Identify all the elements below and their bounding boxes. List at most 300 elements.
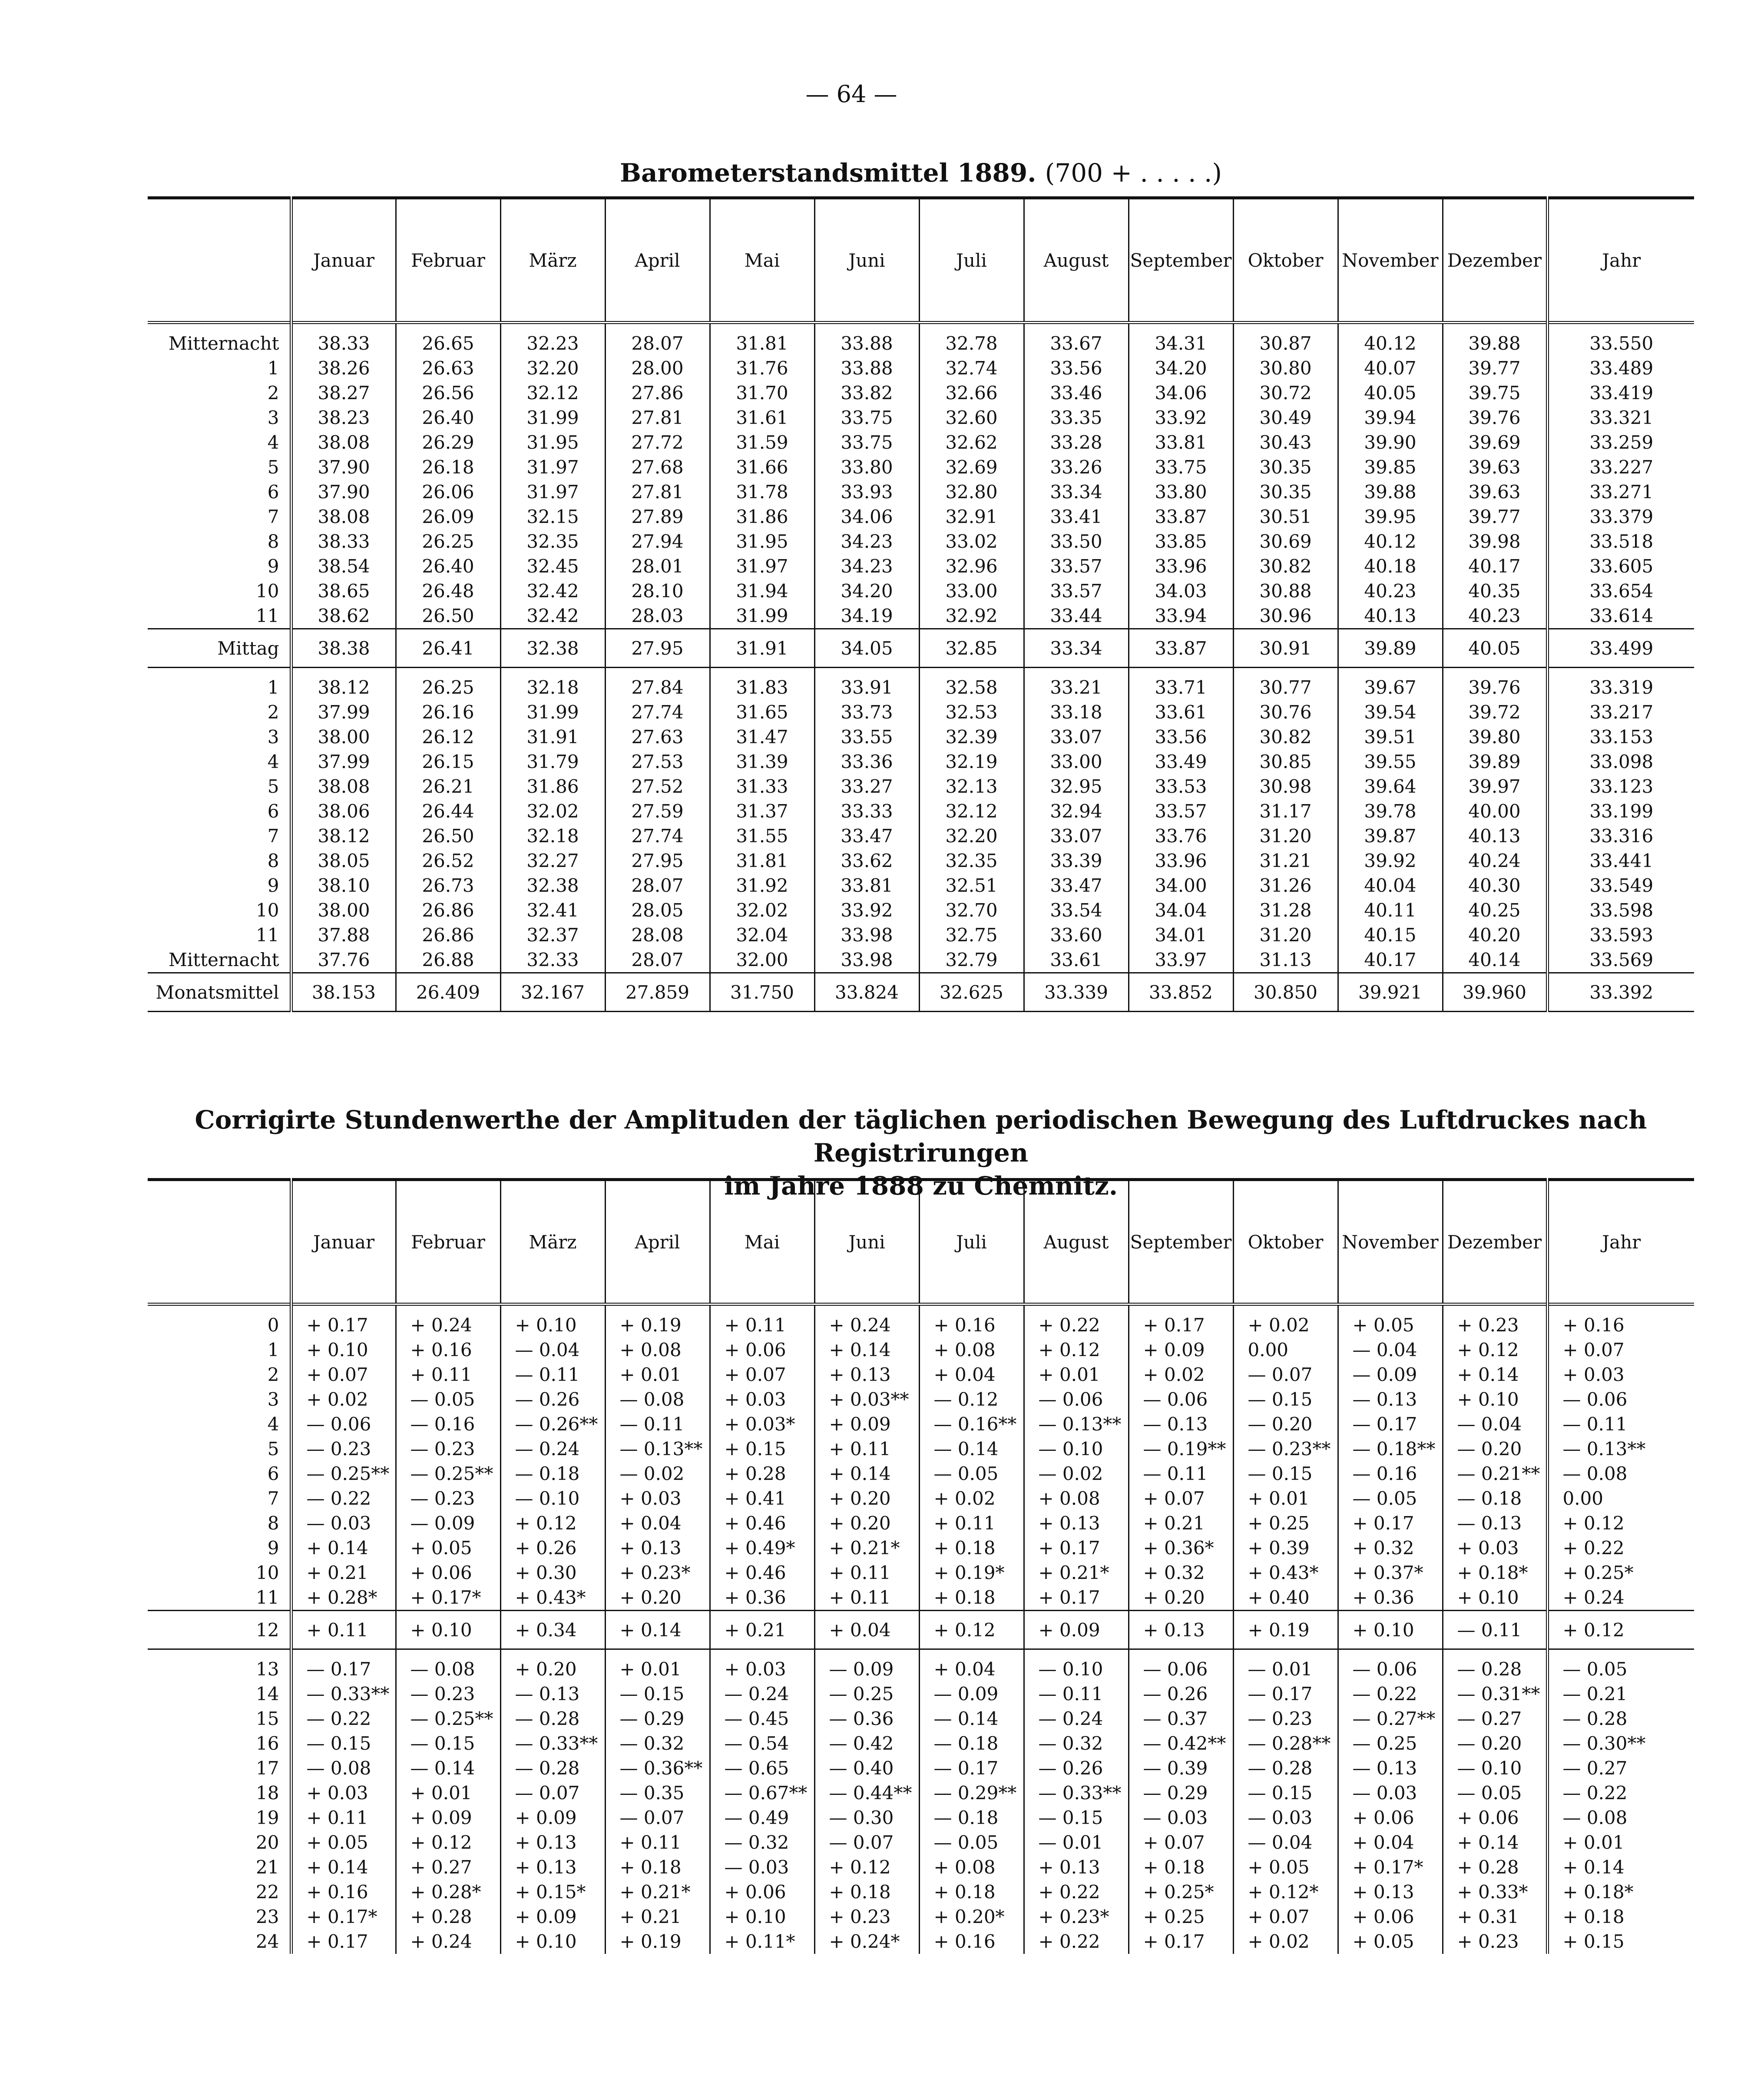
table-cell: 34.23 [814,529,919,554]
table-cell: + 0.21 [605,1904,710,1929]
table-row [148,529,1694,554]
page-number: — 64 — [805,80,897,108]
table-cell: 32.58 [919,668,1024,700]
table-cell: 39.921 [1338,973,1443,1012]
row-label: 6 [267,1463,279,1484]
table-cell: — 0.39 [1129,1756,1233,1781]
table-cell: — 0.37 [1129,1706,1233,1731]
table-cell: + 0.09 [396,1805,500,1830]
table-cell: + 0.03** [814,1387,919,1412]
table-cell: — 0.08 [1547,1461,1694,1486]
row-label: 1 [267,357,279,379]
table-cell: + 0.03* [710,1412,814,1437]
row-label: 7 [267,825,279,847]
table-row [148,1756,1694,1781]
table-row [148,1904,1694,1929]
table-cell: 38.12 [291,824,396,848]
table-cell: + 0.15 [1547,1929,1694,1954]
table-cell: — 0.23 [1233,1706,1338,1731]
table-cell: 39.80 [1443,725,1547,749]
table-cell: + 0.01 [1233,1486,1338,1511]
table-cell: + 0.19 [605,1929,710,1954]
table-cell: + 0.13 [500,1830,605,1855]
table-cell: 40.18 [1338,554,1443,579]
table-cell: + 0.13 [605,1536,710,1560]
table-cell: 32.13 [919,774,1024,799]
table-row [148,629,1694,668]
table-cell: + 0.03 [291,1781,396,1805]
row-label: 9 [267,875,279,896]
table-cell: 28.03 [605,603,710,629]
table-cell: — 0.08 [396,1649,500,1682]
table-cell: — 0.09 [814,1649,919,1682]
table-cell: + 0.28 [396,1904,500,1929]
table-cell: + 0.10 [1443,1585,1547,1611]
table-cell: — 0.06 [1129,1649,1233,1682]
table-cell: + 0.41 [710,1486,814,1511]
table-cell: 33.489 [1547,356,1694,381]
table-cell: + 0.14 [605,1611,710,1649]
table-cell: + 0.24 [396,1929,500,1954]
table-cell: + 0.18 [1547,1904,1694,1929]
table-cell: + 0.11 [814,1560,919,1585]
table-cell: 32.75 [919,923,1024,947]
table-cell: + 0.16 [919,1304,1024,1338]
table-cell: 33.82 [814,381,919,405]
barometer-title [148,156,1694,189]
table-cell: 32.94 [1024,799,1129,824]
table-cell: — 0.11 [1443,1611,1547,1649]
table-cell: + 0.23 [1443,1304,1547,1338]
table-cell: 33.62 [814,848,919,873]
table-cell: + 0.04 [605,1511,710,1536]
table-cell: — 0.13 [1443,1511,1547,1536]
table-cell: 31.750 [710,973,814,1012]
row-label: 18 [256,1782,279,1804]
table-cell: — 0.08 [605,1387,710,1412]
table-cell: 39.64 [1338,774,1443,799]
table-cell: 30.96 [1233,603,1338,629]
table-cell: + 0.19 [1233,1611,1338,1649]
table-cell: 33.81 [814,873,919,898]
table-cell: 32.38 [500,629,605,668]
table-cell: 40.12 [1338,529,1443,554]
table-cell: — 0.24 [710,1681,814,1706]
row-label: Mittag [148,629,291,668]
row-label: Monatsmittel [148,973,291,1012]
table-row [148,1536,1694,1560]
table-cell: + 0.21 [710,1611,814,1649]
row-label: 24 [256,1931,279,1952]
table-cell: 39.89 [1443,749,1547,774]
table-cell: — 0.15 [396,1731,500,1756]
table-cell: — 0.67** [710,1781,814,1805]
table-cell: 32.39 [919,725,1024,749]
table-cell: 32.69 [919,455,1024,480]
table-cell: + 0.17 [1024,1585,1129,1611]
table-cell: 38.33 [291,529,396,554]
table-cell: 0.00 [1547,1486,1694,1511]
table-cell: 33.00 [1024,749,1129,774]
table-cell: — 0.26 [1129,1681,1233,1706]
column-header: Jahr [1547,198,1694,323]
table-cell: + 0.10 [710,1904,814,1929]
table-cell: 33.199 [1547,799,1694,824]
row-label: 8 [267,850,279,871]
table-cell: 31.61 [710,405,814,430]
table-row [148,1461,1694,1486]
table-cell: 31.99 [500,700,605,725]
table-row [148,1649,1694,1682]
column-header: April [605,198,710,323]
table-cell: + 0.17 [1129,1304,1233,1338]
table-cell: + 0.06 [1338,1904,1443,1929]
table-cell: 33.98 [814,947,919,973]
table-row [148,1706,1694,1731]
table-cell: — 0.31** [1443,1681,1547,1706]
table-cell: + 0.22 [1024,1304,1129,1338]
column-header: Juni [814,198,919,323]
table-cell: 31.83 [710,668,814,700]
table-cell: 32.35 [919,848,1024,873]
table-cell: 40.14 [1443,947,1547,973]
table-row [148,700,1694,725]
table-cell: 26.40 [396,405,500,430]
table-cell: 39.88 [1443,323,1547,356]
table-cell: 34.31 [1129,323,1233,356]
table-cell: 32.85 [919,629,1024,668]
table-cell: — 0.27 [1443,1706,1547,1731]
table-cell: 32.02 [500,799,605,824]
table-cell: + 0.09 [500,1904,605,1929]
table-cell: 27.94 [605,529,710,554]
column-header: November [1338,198,1443,323]
table-cell: — 0.01 [1024,1830,1129,1855]
table-cell: — 0.35 [605,1781,710,1805]
table-cell: 39.76 [1443,668,1547,700]
table-cell: + 0.24* [814,1929,919,1954]
table-cell: + 0.21* [814,1536,919,1560]
table-cell: 32.19 [919,749,1024,774]
table-cell: 33.34 [1024,629,1129,668]
table-cell: + 0.25* [1129,1880,1233,1904]
table-cell: 40.00 [1443,799,1547,824]
table-cell: 26.65 [396,323,500,356]
table-cell: — 0.20 [1443,1437,1547,1461]
table-cell: 38.54 [291,554,396,579]
table-cell: + 0.43* [1233,1560,1338,1585]
row-label: 4 [267,751,279,772]
table-cell: — 0.13** [605,1437,710,1461]
table-cell: 38.08 [291,430,396,455]
table-cell: + 0.12 [1547,1511,1694,1536]
table-cell: — 0.15 [1233,1461,1338,1486]
table-cell: — 0.25** [291,1461,396,1486]
table-cell: + 0.21 [291,1560,396,1585]
table-row [148,824,1694,848]
table-cell: 39.77 [1443,504,1547,529]
table-cell: 32.18 [500,668,605,700]
table-cell: + 0.05 [291,1830,396,1855]
table-cell: 37.90 [291,455,396,480]
table-cell: 26.06 [396,480,500,504]
table-cell: 31.81 [710,848,814,873]
table-row [148,1560,1694,1585]
table-cell: + 0.03 [1443,1536,1547,1560]
table-cell: 30.87 [1233,323,1338,356]
table-cell: 33.07 [1024,824,1129,848]
table-cell: 33.71 [1129,668,1233,700]
row-label: 11 [256,924,279,946]
table-cell: — 0.26** [500,1412,605,1437]
table-cell: + 0.03 [710,1649,814,1682]
column-header: Januar [291,1180,396,1304]
table-cell: 34.20 [814,579,919,603]
row-label: 8 [267,531,279,552]
table-cell: + 0.32 [1338,1536,1443,1560]
table-cell: 40.13 [1443,824,1547,848]
table-cell: 37.99 [291,749,396,774]
table-cell: + 0.16 [1547,1304,1694,1338]
table-cell: — 0.11 [1129,1461,1233,1486]
table-cell: — 0.15 [291,1731,396,1756]
column-header: August [1024,1180,1129,1304]
table-cell: + 0.43* [500,1585,605,1611]
table-cell: 32.95 [1024,774,1129,799]
table-cell: 32.78 [919,323,1024,356]
table-row [148,799,1694,824]
table-cell: 37.99 [291,700,396,725]
table-cell: + 0.13 [1024,1511,1129,1536]
table-cell: + 0.28 [710,1461,814,1486]
table-cell: + 0.15 [710,1437,814,1461]
table-cell: + 0.13 [814,1362,919,1387]
table-cell: 33.319 [1547,668,1694,700]
table-cell: — 0.03 [291,1511,396,1536]
row-label: 21 [256,1857,279,1878]
column-header: Februar [396,1180,500,1304]
table-cell: 28.00 [605,356,710,381]
table-cell: 39.98 [1443,529,1547,554]
table-cell: 31.59 [710,430,814,455]
table-cell: 38.06 [291,799,396,824]
table-cell: 39.77 [1443,356,1547,381]
table-cell: 32.625 [919,973,1024,1012]
table-cell: — 0.10 [1024,1649,1129,1682]
table-row [148,947,1694,973]
row-label: 1 [267,677,279,698]
row-label: 12 [148,1611,291,1649]
table-row [148,1805,1694,1830]
table-cell: 33.27 [814,774,919,799]
table-cell: — 0.03 [710,1855,814,1880]
table-cell: — 0.06 [1024,1387,1129,1412]
table-cell: + 0.04 [919,1649,1024,1682]
table-cell: 34.20 [1129,356,1233,381]
table-cell: 32.79 [919,947,1024,973]
table-cell: — 0.44** [814,1781,919,1805]
table-cell: 32.96 [919,554,1024,579]
table-cell: — 0.18 [919,1731,1024,1756]
table-cell: 33.96 [1129,848,1233,873]
row-label: 2 [267,1364,279,1385]
table-row [148,1830,1694,1855]
table-cell: — 0.28 [1443,1649,1547,1682]
table-row [148,554,1694,579]
table-cell: 33.87 [1129,504,1233,529]
table-row [148,1337,1694,1362]
table-cell: 33.60 [1024,923,1129,947]
table-cell: + 0.14 [1443,1362,1547,1387]
row-label: 3 [267,1389,279,1410]
table-cell: 39.76 [1443,405,1547,430]
table-cell: 32.04 [710,923,814,947]
table-cell: 31.26 [1233,873,1338,898]
table-cell: + 0.36 [1338,1585,1443,1611]
barometer-table [148,196,1694,1012]
table-cell: 32.42 [500,603,605,629]
table-cell: + 0.12 [396,1830,500,1855]
table-cell: + 0.31 [1443,1904,1547,1929]
table-cell: 39.97 [1443,774,1547,799]
table-cell: — 0.05 [1547,1649,1694,1682]
table-cell: 39.960 [1443,973,1547,1012]
table-cell: + 0.24 [1547,1585,1694,1611]
table-cell: — 0.10 [1443,1756,1547,1781]
table-cell: 30.82 [1233,725,1338,749]
table-cell: 33.98 [814,923,919,947]
table-cell: + 0.17* [1338,1855,1443,1880]
column-header: Juli [919,1180,1024,1304]
table-cell: 33.80 [814,455,919,480]
table-cell: 32.15 [500,504,605,529]
table-cell: 27.81 [605,405,710,430]
table-cell: 31.99 [500,405,605,430]
table-cell: — 0.01 [1233,1649,1338,1682]
amplitudes-table [148,1178,1694,1954]
table-cell: 40.25 [1443,898,1547,923]
table-cell: — 0.54 [710,1731,814,1756]
table-cell: 31.13 [1233,947,1338,973]
table-cell: 32.42 [500,579,605,603]
column-header: Dezember [1443,198,1547,323]
table-cell: + 0.12 [1547,1611,1694,1649]
table-cell: 31.33 [710,774,814,799]
table-cell: — 0.13 [1338,1387,1443,1412]
table-cell: + 0.07 [1129,1830,1233,1855]
table-cell: + 0.18 [919,1536,1024,1560]
table-cell: + 0.01 [605,1362,710,1387]
table-cell: 39.92 [1338,848,1443,873]
table-cell: 38.00 [291,898,396,923]
table-cell: + 0.10 [291,1337,396,1362]
table-cell: 33.598 [1547,898,1694,923]
column-header: März [500,198,605,323]
row-label-header [148,1180,291,1304]
table-cell: + 0.14 [291,1536,396,1560]
table-cell: 39.69 [1443,430,1547,455]
amplitudes-title-line2: im Jahre 1888 zu Chemnitz. [724,1171,1118,1201]
table-cell: + 0.11 [291,1611,396,1649]
table-cell: — 0.05 [396,1387,500,1412]
table-cell: 26.63 [396,356,500,381]
table-cell: — 0.17 [1233,1681,1338,1706]
table-cell: — 0.02 [1024,1461,1129,1486]
table-cell: + 0.20 [605,1585,710,1611]
row-label: 22 [256,1881,279,1903]
table-cell: + 0.04 [1338,1830,1443,1855]
table-cell: + 0.15* [500,1880,605,1904]
table-cell: — 0.36 [814,1706,919,1731]
table-cell: 33.73 [814,700,919,725]
table-cell: + 0.23 [1443,1929,1547,1954]
table-cell: — 0.16** [919,1412,1024,1437]
table-cell: 40.05 [1443,629,1547,668]
row-label: 7 [267,1488,279,1509]
table-cell: — 0.13 [1129,1412,1233,1437]
table-cell: — 0.28 [1547,1706,1694,1731]
column-header: Dezember [1443,1180,1547,1304]
table-cell: — 0.04 [1233,1830,1338,1855]
table-cell: + 0.13 [1024,1855,1129,1880]
table-cell: 31.92 [710,873,814,898]
table-cell: + 0.09 [1129,1337,1233,1362]
table-cell: — 0.07 [814,1830,919,1855]
table-cell: — 0.10 [500,1486,605,1511]
row-label: 2 [267,382,279,404]
row-label: Mitternacht [168,949,279,970]
table-cell: + 0.06 [710,1880,814,1904]
table-cell: 33.81 [1129,430,1233,455]
table-cell: 39.51 [1338,725,1443,749]
table-cell: + 0.13 [1129,1611,1233,1649]
table-cell: + 0.01 [1547,1830,1694,1855]
table-row [148,455,1694,480]
table-cell: 33.93 [814,480,919,504]
table-row [148,1362,1694,1387]
table-cell: + 0.06 [710,1337,814,1362]
table-cell: 33.92 [814,898,919,923]
table-cell: + 0.05 [1233,1855,1338,1880]
table-cell: 26.48 [396,579,500,603]
table-cell: 38.65 [291,579,396,603]
table-cell: 33.07 [1024,725,1129,749]
table-cell: + 0.06 [1443,1805,1547,1830]
table-cell: — 0.15 [605,1681,710,1706]
table-cell: 38.08 [291,504,396,529]
table-cell: + 0.06 [1338,1805,1443,1830]
table-cell: + 0.07 [1547,1337,1694,1362]
table-cell: + 0.11 [605,1830,710,1855]
row-label: 0 [267,1314,279,1336]
table-cell: 30.98 [1233,774,1338,799]
table-cell: 27.84 [605,668,710,700]
table-cell: 39.67 [1338,668,1443,700]
table-cell: — 0.32 [1024,1731,1129,1756]
table-cell: — 0.65 [710,1756,814,1781]
table-cell: + 0.03 [605,1486,710,1511]
table-row [148,725,1694,749]
table-cell: — 0.32 [710,1830,814,1855]
table-cell: 26.29 [396,430,500,455]
table-cell: 31.65 [710,700,814,725]
table-cell: + 0.01 [605,1649,710,1682]
table-cell: — 0.13** [1547,1437,1694,1461]
row-label: 15 [256,1708,279,1729]
table-cell: 33.550 [1547,323,1694,356]
table-cell: 33.321 [1547,405,1694,430]
table-cell: — 0.22 [1547,1781,1694,1805]
